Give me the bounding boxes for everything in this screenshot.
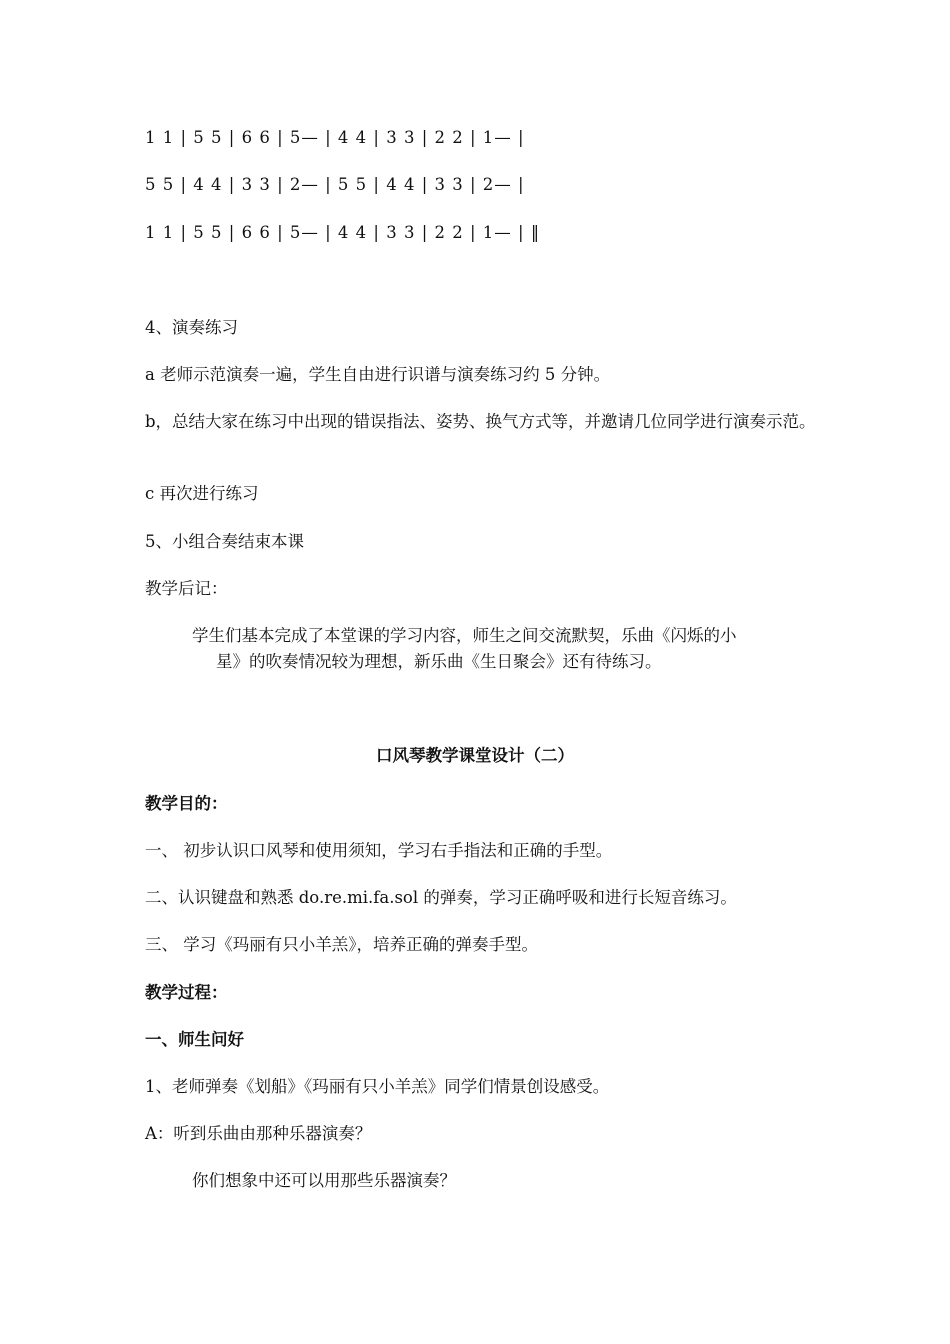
step1-item: 1、老师弹奏《划船》《玛丽有只小羊羔》同学们情景创设感受。 <box>145 1077 610 1096</box>
practice-step-c: c 再次进行练习 <box>145 484 259 503</box>
practice-heading: 4、演奏练习 <box>145 318 238 337</box>
process-label: 教学过程： <box>145 983 228 1002</box>
afterword-line-2: 星》的吹奏情况较为理想，新乐曲《生日聚会》还有待练习。 <box>216 652 662 671</box>
step1-heading: 一、师生问好 <box>145 1030 244 1049</box>
goal-item-3: 三、 学习《玛丽有只小羊羔》，培养正确的弹奏手型。 <box>145 935 538 954</box>
ending-step: 5、小组合奏结束本课 <box>145 532 304 551</box>
afterword-text <box>192 623 832 675</box>
notation-line-2: 5 5 | 4 4 | 3 3 | 2— | 5 5 | 4 4 | 3 3 | 2— | <box>145 175 525 194</box>
afterword-label: 教学后记： <box>145 579 228 598</box>
goal-item-2: 二、认识键盘和熟悉 do.re.mi.fa.sol 的弹奏，学习正确呼吸和进行长短音练习。 <box>145 888 737 907</box>
question-a-followup: 你们想象中还可以用那些乐器演奏？ <box>192 1171 456 1190</box>
question-a: A：听到乐曲由那种乐器演奏？ <box>145 1124 372 1143</box>
notation-line-1: 1 1 | 5 5 | 6 6 | 5— | 4 4 | 3 3 | 2 2 | 1— | <box>145 128 525 147</box>
goals-label: 教学目的： <box>145 794 228 813</box>
practice-step-b: b，总结大家在练习中出现的错误指法、姿势、换气方式等，并邀请几位同学进行演奏示范。 <box>145 412 816 431</box>
afterword-line-1: 学生们基本完成了本堂课的学习内容，师生之间交流默契，乐曲《闪烁的小 <box>192 626 737 645</box>
notation-line-3: 1 1 | 5 5 | 6 6 | 5— | 4 4 | 3 3 | 2 2 | 1— | ‖ <box>145 223 541 242</box>
goal-item-1: 一、 初步认识口风琴和使用须知，学习右手指法和正确的手型。 <box>145 841 613 860</box>
practice-step-a: a 老师示范演奏一遍，学生自由进行识谱与演奏练习约 5 分钟。 <box>145 365 611 384</box>
section-title: 口风琴教学课堂设计（二） <box>376 746 574 765</box>
